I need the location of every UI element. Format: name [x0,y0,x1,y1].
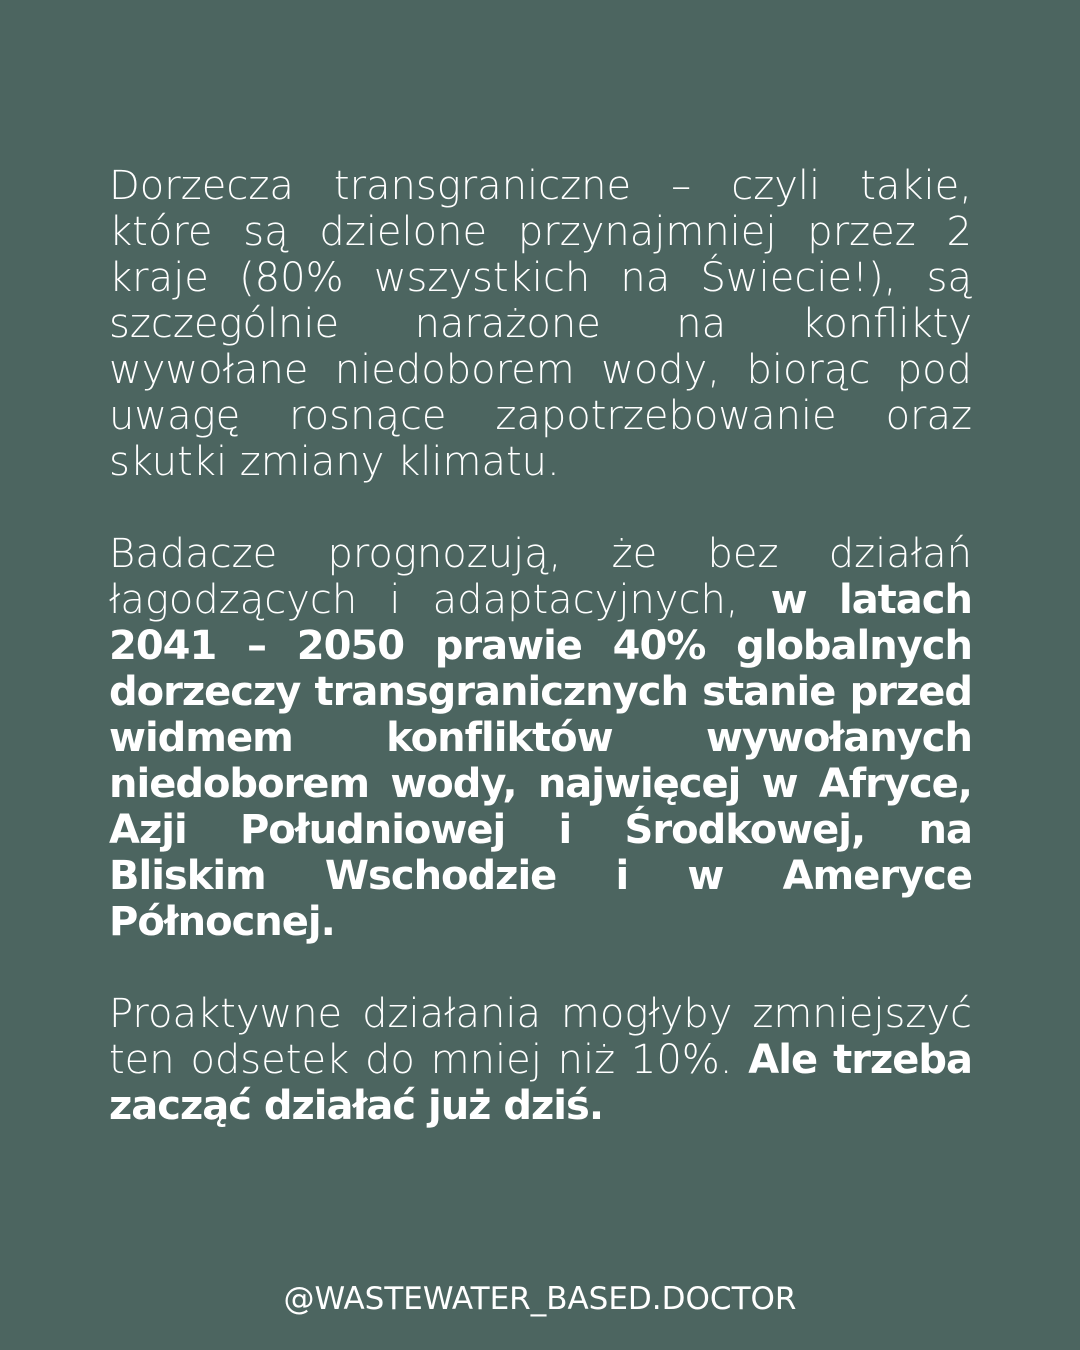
paragraph-intro [109,163,972,485]
paragraph-intro-text: Dorzecza transgraniczne – czyli takie, które są dzielone przynajmniej przez 2 kraje (80% wszystkich na Świecie!), są szczególnie narażone na konflikty wywołane niedoborem wody, biorąc pod uwagę rosnące zapotrzebowanie oraz skutki zmiany klimatu. [109,163,972,485]
paragraph-cta-text: Proaktywne działania mogłyby zmniejszyć ten odsetek do mniej niż 10%. [109,991,972,1083]
paragraph-forecast-text: Badacze prognozują, że bez działań łagodzących i adaptacyjnych, [109,531,972,623]
account-handle: @WASTEWATER_BASED.DOCTOR [283,1281,797,1317]
paragraph-cta-highlight: Ale trzeba zacząć działać już dziś. [109,1037,972,1129]
paragraph-call-to-action [109,991,972,1129]
paragraph-forecast [109,531,972,945]
paragraph-forecast-highlight: w latach 2041 – 2050 prawie 40% globalnych dorzeczy transgranicznych stanie przed widmem konfliktów wywołanych niedoborem wody, najwięcej w Afryce, Azji Południowej i Środkowej, na Bliskim Wschodzie i w Ameryce Północnej. [109,577,972,945]
post-body [109,163,972,1129]
